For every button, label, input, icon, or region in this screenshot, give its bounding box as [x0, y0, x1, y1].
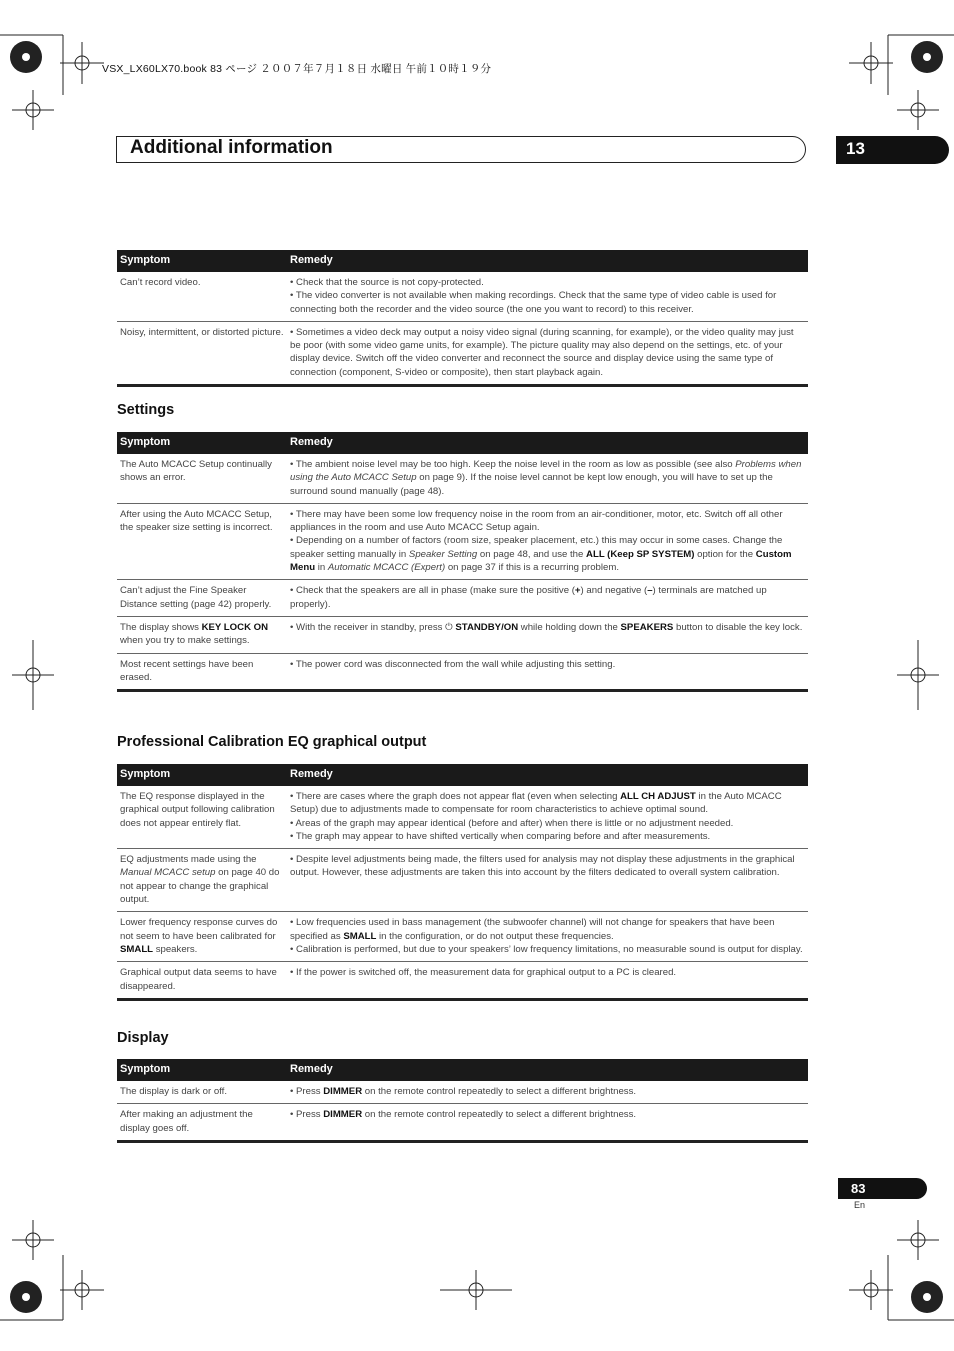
remedy-cell	[287, 849, 808, 912]
remedy-cell	[287, 1081, 808, 1104]
troubleshooting-table	[117, 432, 808, 692]
remedy-item: • The graph may appear to have shifted vertically when comparing before and after measurements.	[290, 830, 711, 842]
troubleshooting-table	[117, 1059, 808, 1143]
table-row	[117, 849, 808, 912]
remedy-cell	[287, 616, 808, 653]
symptom-cell: Lower frequency response curves do not seem to have been calibrated for SMALL speakers.	[117, 912, 287, 962]
remedy-cell	[287, 653, 808, 691]
remedy-item: • Areas of the graph may appear identical (before and after) when there is little or no adjustment needed.	[290, 817, 734, 829]
section-title: Professional Calibration EQ graphical output	[117, 734, 427, 750]
remedy-item: • Check that the speakers are all in phase (make sure the positive (+) and negative (–) terminals are matched up properly).	[290, 585, 767, 610]
remedy-item: • Press DIMMER on the remote control repeatedly to select a different brightness.	[290, 1109, 637, 1121]
symptom-cell: The display is dark or off.	[117, 1081, 287, 1104]
remedy-cell	[287, 503, 808, 579]
remedy-item: • Calibration is performed, but due to your speakers’ low frequency limitations, no measurable sound is output for display.	[290, 943, 803, 955]
symptom-cell: Can’t adjust the Fine Speaker Distance setting (page 42) properly.	[117, 580, 287, 617]
table-row	[117, 912, 808, 962]
column-header-remedy: Remedy	[287, 1059, 808, 1081]
table-row	[117, 580, 808, 617]
remedy-item: • The video converter is not available when making recordings. Check that the same type of video cable is used for connecting both the recorder and the video source (the one you want to record) to this receiver.	[290, 290, 777, 315]
table-row	[117, 653, 808, 691]
table-row	[117, 454, 808, 503]
table-row	[117, 272, 808, 321]
language-label: En	[854, 1200, 866, 1210]
symptom-cell: Graphical output data seems to have disappeared.	[117, 962, 287, 1000]
symptom-cell: Noisy, intermittent, or distorted picture.	[117, 321, 287, 385]
table-row	[117, 1081, 808, 1104]
symptom-cell: After using the Auto MCACC Setup, the speaker size setting is incorrect.	[117, 503, 287, 579]
page-number: 83	[851, 1181, 866, 1196]
remedy-item: • If the power is switched off, the measurement data for graphical output to a PC is cleared.	[290, 967, 677, 979]
table-row	[117, 786, 808, 849]
table-header-row	[117, 764, 808, 786]
remedy-cell	[287, 962, 808, 1000]
column-header-remedy: Remedy	[287, 764, 808, 786]
table-row	[117, 321, 808, 385]
column-header-symptom: Symptom	[117, 1059, 287, 1081]
chapter-number: 13	[846, 139, 865, 158]
remedy-item: • Check that the source is not copy-protected.	[290, 277, 484, 288]
remedy-cell	[287, 786, 808, 849]
symptom-cell: After making an adjustment the display goes off.	[117, 1104, 287, 1142]
column-header-symptom: Symptom	[117, 250, 287, 272]
remedy-item: • There are cases where the graph does not appear flat (even when selecting ALL CH ADJUST in the Auto MCACC Setup) due to adjustments made to compensate for room characteristics to achieve optimal sound.	[290, 791, 782, 816]
remedy-item: • There may have been some low frequency noise in the room from an air-conditioner, motor, etc. Switch off all other appliances in the room and use Auto MCACC Setup again.	[290, 508, 783, 534]
table-row	[117, 1104, 808, 1142]
symptom-cell: Most recent settings have been erased.	[117, 653, 287, 691]
symptom-cell: EQ adjustments made using the Manual MCACC setup on page 40 do not appear to change the graphical output.	[117, 849, 287, 912]
remedy-cell	[287, 580, 808, 617]
remedy-item: • Press DIMMER on the remote control repeatedly to select a different brightness.	[290, 1086, 637, 1097]
column-header-remedy: Remedy	[287, 250, 808, 272]
remedy-cell	[287, 272, 808, 321]
remedy-item: • Despite level adjustments being made, the filters used for analysis may not display these adjustments in the graphical output. However, these adjustments are taken this into account by the filters dedicated to overall system calibration.	[290, 854, 795, 879]
remedy-item: • With the receiver in standby, press ⏻ STANDBY/ON while holding down the SPEAKERS button to disable the key lock.	[290, 621, 803, 633]
symptom-cell: Can’t record video.	[117, 272, 287, 321]
troubleshooting-table	[117, 250, 808, 387]
remedy-item: • Low frequencies used in bass management (the subwoofer channel) will not change for speakers that have been specified as SMALL in the configuration, or do not output these frequencies.	[290, 917, 775, 942]
remedy-item: • The power cord was disconnected from the wall while adjusting this setting.	[290, 658, 616, 670]
symptom-cell: The display shows KEY LOCK ON when you try to make settings.	[117, 616, 287, 653]
remedy-item: • The ambient noise level may be too high. Keep the noise level in the room as low as possible (see also Problems when using the Auto MCACC Setup on page 9). If the noise level cannot be kept low enough, you will have to set up the surround sound manually (page 48).	[290, 459, 802, 497]
table-row	[117, 616, 808, 653]
table-header-row	[117, 1059, 808, 1081]
remedy-item: • Sometimes a video deck may output a noisy video signal (during scanning, for example), or the video quality may just be poor (with some video game units, for example). The picture quality may also depend on the settings, etc. of your display device. Switch off the video converter and reconnect the source and display device using the same type of connection (component, S-video or composite), then start playback again.	[290, 326, 794, 378]
table-row	[117, 962, 808, 1000]
section-title: Display	[117, 1030, 169, 1046]
table-header-row	[117, 250, 808, 272]
column-header-remedy: Remedy	[287, 432, 808, 454]
symptom-cell: The EQ response displayed in the graphical output following calibration does not appear entirely flat.	[117, 786, 287, 849]
table-header-row	[117, 432, 808, 454]
troubleshooting-table	[117, 764, 808, 1001]
print-header: VSX_LX60LX70.book 83 ページ ２００７年７月１８日 水曜日 午前１０時１９分	[102, 63, 492, 75]
remedy-cell	[287, 321, 808, 385]
column-header-symptom: Symptom	[117, 432, 287, 454]
table-row	[117, 503, 808, 579]
remedy-cell	[287, 1104, 808, 1142]
column-header-symptom: Symptom	[117, 764, 287, 786]
remedy-cell	[287, 454, 808, 503]
remedy-cell	[287, 912, 808, 962]
symptom-cell: The Auto MCACC Setup continually shows an error.	[117, 454, 287, 503]
section-title: Settings	[117, 402, 175, 418]
page-title: Additional information	[130, 137, 333, 158]
remedy-item: • Depending on a number of factors (room size, speaker placement, etc.) this may occur in some cases. Change the speaker setting manually in Speaker Setting on page 48, and use the ALL (Keep SP SYSTEM) option for the Custom Menu in Automatic MCACC (Expert) on page 37 if this is a recurring problem.	[290, 535, 792, 574]
